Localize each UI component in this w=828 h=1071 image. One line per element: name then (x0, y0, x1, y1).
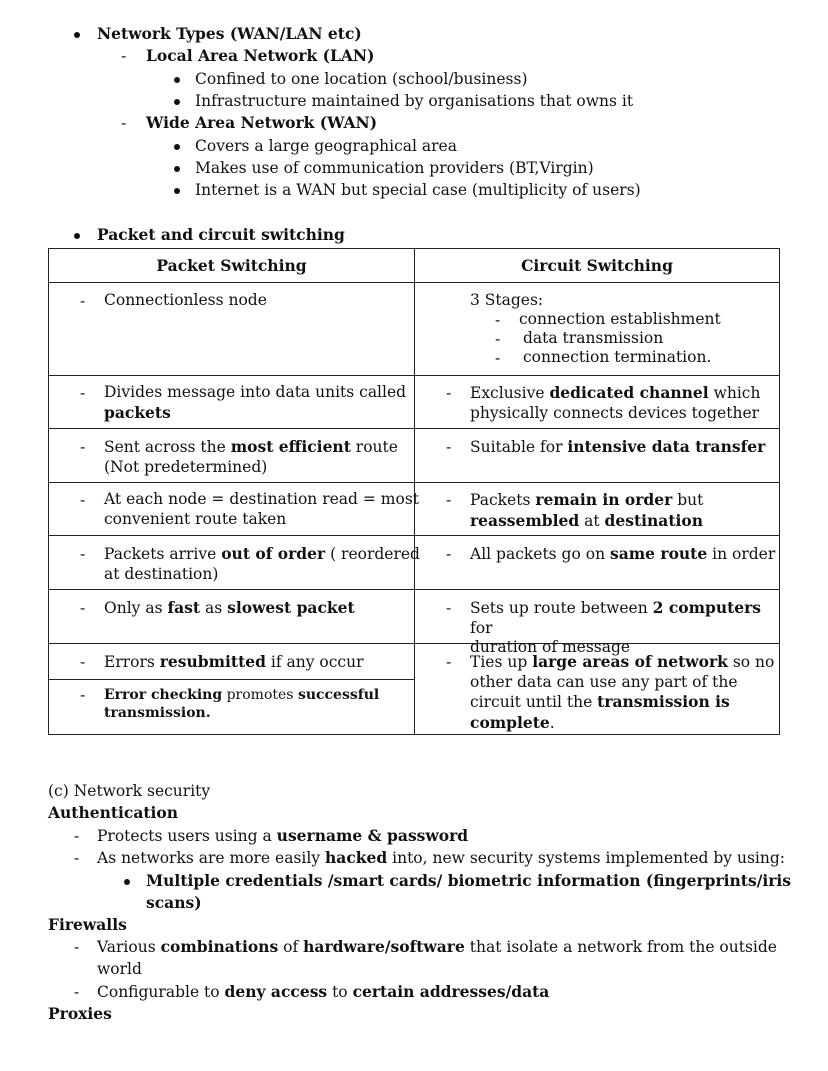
table-cell (470, 652, 774, 733)
cell-text: Suitable for (470, 438, 568, 456)
cell-text: out of order (221, 544, 326, 563)
cell-text: circuit until the (470, 693, 598, 711)
switching-table (48, 248, 780, 735)
cell-text: most efficient (230, 437, 351, 456)
item-text: world (97, 960, 142, 978)
cell-text: 3 Stages: (470, 291, 544, 309)
table-cell (470, 383, 760, 423)
list-item (97, 981, 549, 1003)
row-divider (49, 679, 415, 680)
item-text: Multiple credentials /smart cards/ biometric information (fingerprints/iris (146, 871, 792, 890)
security-heading: (c) Network security (48, 782, 211, 800)
item-text: to (327, 983, 353, 1001)
item-text: that isolate a network from the outside (464, 938, 777, 956)
item-text: combinations (160, 937, 279, 956)
dash: - (74, 827, 80, 845)
network-types-heading: Network Types (WAN/LAN etc) (97, 24, 362, 43)
table-cell (519, 310, 721, 330)
list-item: Covers a large geographical area (195, 137, 457, 155)
item-text: of (278, 938, 304, 956)
table-cell (523, 329, 663, 349)
cell-text: Error checking (104, 687, 223, 703)
table-cell: - (446, 653, 452, 671)
item-text: hardware/software (303, 937, 465, 956)
cell-text: route (350, 438, 398, 456)
cell-text: dedicated channel (549, 383, 709, 402)
cell-text: slowest packet (227, 598, 355, 617)
cell-text: transmission. (104, 705, 211, 721)
cell-text: At each node = destination read = most (104, 490, 420, 508)
table-cell (470, 490, 703, 531)
proxies-title: Proxies (48, 1004, 112, 1023)
table-cell: - (446, 384, 452, 402)
list-item (97, 936, 777, 980)
cell-text: All packets go on (470, 545, 610, 563)
list-item: Infrastructure maintained by organisations that owns it (195, 92, 634, 110)
cell-text: Packets (470, 491, 536, 509)
table-cell: - (446, 491, 452, 509)
bullet-dot (74, 233, 80, 239)
cell-text: Exclusive (470, 384, 550, 402)
table-cell: - (495, 330, 501, 348)
dash: - (74, 938, 80, 956)
cell-text: promotes (222, 687, 298, 703)
cell-text: Errors (104, 653, 160, 671)
bullet-dot (174, 188, 180, 194)
cell-text: Connectionless node (104, 291, 267, 309)
item-text: username & password (276, 826, 469, 845)
cell-text: fast (167, 598, 201, 617)
row-divider (49, 589, 779, 590)
item-text: deny access (224, 982, 328, 1001)
table-cell (104, 544, 420, 584)
table-cell (104, 652, 363, 673)
item-text: Various (97, 938, 161, 956)
list-item (97, 847, 785, 869)
cell-text: Divides message into data units called (104, 383, 407, 401)
cell-text: but (672, 491, 704, 509)
row-divider (49, 535, 779, 536)
cell-text: at (579, 511, 605, 530)
bullet-dot (174, 166, 180, 172)
dash: - (74, 983, 80, 1001)
cell-text: (Not predetermined) (104, 457, 268, 476)
row-divider (49, 428, 779, 429)
table-cell (104, 686, 379, 722)
cell-text: Sent across the (104, 438, 231, 456)
table-cell (470, 437, 765, 458)
list-item: Internet is a WAN but special case (multiplicity of users) (195, 181, 641, 199)
cell-text: Ties up (470, 653, 533, 671)
lan-title: Local Area Network (LAN) (146, 46, 375, 65)
cell-text: convenient route taken (104, 509, 287, 528)
list-item: Makes use of communication providers (BT,Virgin) (195, 159, 594, 177)
dash: - (74, 849, 80, 867)
cell-text: transmission is (597, 692, 730, 711)
cell-text: 2 computers (652, 598, 762, 617)
cell-text: if any occur (265, 653, 364, 671)
circuit-switching-header: Circuit Switching (521, 256, 673, 275)
table-cell (523, 348, 711, 368)
bullet-dot (124, 879, 130, 885)
cell-text: Sets up route between (470, 599, 653, 617)
cell-text: remain in order (535, 490, 673, 509)
row-divider (49, 282, 779, 283)
authentication-title: Authentication (48, 803, 179, 822)
table-cell (470, 291, 543, 311)
cell-text: at destination) (104, 564, 219, 583)
cell-text: resubmitted (159, 652, 266, 671)
table-cell: - (80, 599, 86, 617)
table-cell (470, 544, 775, 565)
cell-text: physically connects devices together (470, 403, 760, 422)
item-text: Protects users using a (97, 827, 277, 845)
item-text: certain addresses/data (352, 982, 550, 1001)
cell-text: packets (104, 402, 171, 422)
list-item: Confined to one location (school/business) (195, 70, 528, 88)
item-text: scans) (146, 893, 202, 912)
cell-text: as (200, 599, 228, 617)
table-cell (104, 383, 406, 423)
item-text: Configurable to (97, 983, 225, 1001)
table-cell (104, 437, 398, 477)
item-text: into, new security systems implemented by using: (387, 849, 785, 867)
cell-text: connection termination. (523, 348, 712, 366)
item-text: hacked (325, 848, 388, 867)
bullet-dot (174, 77, 180, 83)
packet-switching-header: Packet Switching (156, 256, 307, 275)
dash: - (121, 114, 127, 132)
cell-text: intensive data transfer (567, 437, 766, 456)
cell-text: so no (727, 653, 775, 671)
row-divider (49, 375, 779, 376)
cell-text: duration of message (470, 638, 631, 656)
table-cell: - (80, 491, 86, 509)
dash: - (121, 47, 127, 65)
table-cell: - (80, 653, 86, 671)
switching-heading: Packet and circuit switching (97, 225, 345, 244)
cell-text: complete (470, 712, 550, 732)
table-cell: - (80, 384, 86, 402)
cell-text: successful (297, 687, 380, 703)
table-cell: - (80, 545, 86, 563)
cell-text: for (470, 618, 493, 637)
cell-text: . (549, 713, 555, 732)
bullet-dot (174, 99, 180, 105)
firewalls-title: Firewalls (48, 915, 127, 934)
cell-text: in order (707, 545, 776, 563)
table-cell (104, 598, 355, 619)
table-cell: - (446, 545, 452, 563)
table-cell: - (446, 438, 452, 456)
table-cell (470, 598, 779, 658)
cell-text: Only as (104, 599, 168, 617)
cell-text: which (708, 384, 761, 402)
item-text: As networks are more easily (97, 849, 325, 867)
cell-text: other data can use any part of the (470, 672, 738, 691)
cell-text: Packets arrive (104, 545, 222, 563)
bullet-dot (74, 32, 80, 38)
row-divider (49, 482, 779, 483)
cell-text: ( reordered (325, 545, 420, 563)
wan-title: Wide Area Network (WAN) (146, 113, 378, 132)
table-cell (104, 490, 419, 529)
cell-text: data transmission (523, 329, 664, 347)
cell-text: reassembled (470, 510, 580, 530)
cell-text: connection establishment (519, 310, 721, 328)
bullet-dot (174, 144, 180, 150)
cell-text: destination (604, 510, 703, 530)
table-cell: - (495, 349, 501, 367)
cell-text: same route (609, 544, 708, 563)
list-item (146, 870, 791, 914)
table-cell: - (495, 311, 501, 329)
cell-text: large areas of network (532, 652, 728, 671)
table-cell: - (446, 599, 452, 617)
table-cell: - (80, 292, 86, 310)
table-cell (104, 291, 267, 311)
list-item (97, 825, 468, 847)
table-cell: - (80, 686, 86, 704)
table-cell: - (80, 438, 86, 456)
